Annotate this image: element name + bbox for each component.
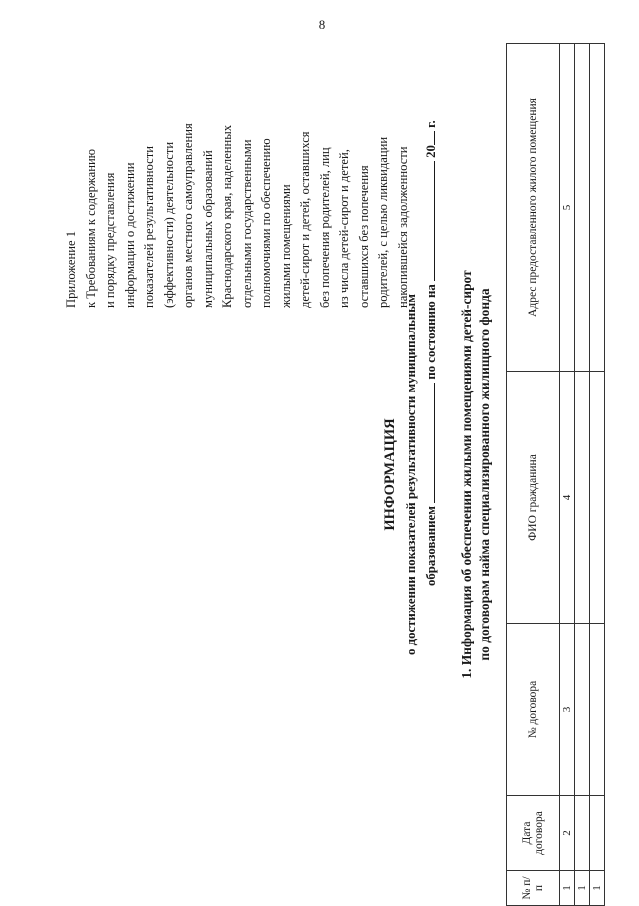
table-cell [590,624,605,796]
table-cell: 1 [575,871,590,906]
appendix-line: жилыми помещениями [278,184,293,308]
rotated-page [22,43,607,906]
appendix-line: из числа детей-сирот и детей, [337,149,351,308]
appendix-line: информации о достижении [122,162,137,308]
table-row [590,44,605,906]
document-title: ИНФОРМАЦИЯ [382,418,398,531]
table-cell: 3 [560,624,575,796]
appendix-line: к Требованиям к содержанию [83,148,98,308]
appendix-line: Краснодарского края, наделенных [220,124,234,308]
appendix-line: родителей, с целью ликвидации [376,136,390,308]
subtitle2-mid: по состоянию на [424,284,438,380]
blank-municipality [422,383,435,503]
table-cell: 1 [590,871,605,906]
table-cell [590,44,605,372]
subtitle2-year: 20 [424,145,438,158]
subtitle2-suffix: г. [424,120,438,128]
section-heading [458,43,494,906]
appendix-line: накопившейся задолженности [395,146,410,308]
info-table [506,43,605,906]
appendix-line: показателей результативности [142,146,156,308]
appendix-line: (эффективности) деятельности [161,141,176,308]
subtitle2-prefix: образованием [424,506,438,586]
appendix-line: органов местного самоуправления [181,123,195,308]
table-cell: 1 [560,871,575,906]
table-cell: 5 [560,44,575,372]
table-cell [575,44,590,372]
appendix-line: и порядку представления [103,172,117,308]
table-cell: 4 [560,372,575,624]
appendix-block [62,78,413,308]
section-line-1: 1. Информация об обеспечении жилыми помещениями детей-сирот [459,270,474,679]
appendix-line: муниципальных образований [200,150,215,308]
table-cell [575,796,590,871]
appendix-line: оставшихся без попечения [356,165,371,308]
appendix-line: Приложение 1 [64,230,78,308]
header-contract-date: Дата договора [507,796,560,871]
table-cell [575,624,590,796]
document-subtitle-line2 [422,120,439,586]
appendix-line: без попечения родителей, лиц [317,147,332,308]
header-address: Адрес предоставленного жилого помещения [507,44,560,372]
appendix-line: отдельными государственными [239,139,254,308]
header-contract-number: № договора [507,624,560,796]
table-row [575,44,590,906]
table-number-row [560,44,575,906]
blank-date [422,161,435,281]
document-subtitle: о достижении показателей результативности муниципальным [404,294,418,655]
table-cell [590,796,605,871]
header-number: № п/п [507,871,560,906]
table-cell [575,372,590,624]
section-line-2: по договорам найма специализированного жилищного фонда [477,288,492,661]
table-cell [590,372,605,624]
appendix-line: детей-сирот и детей, оставшихся [298,131,312,308]
appendix-line: полномочиями по обеспечению [259,138,273,308]
table-header-row [507,44,560,906]
header-citizen-name: ФИО гражданина [507,372,560,624]
page-number: 8 [318,17,326,32]
table-cell: 2 [560,796,575,871]
blank-year [422,131,435,145]
